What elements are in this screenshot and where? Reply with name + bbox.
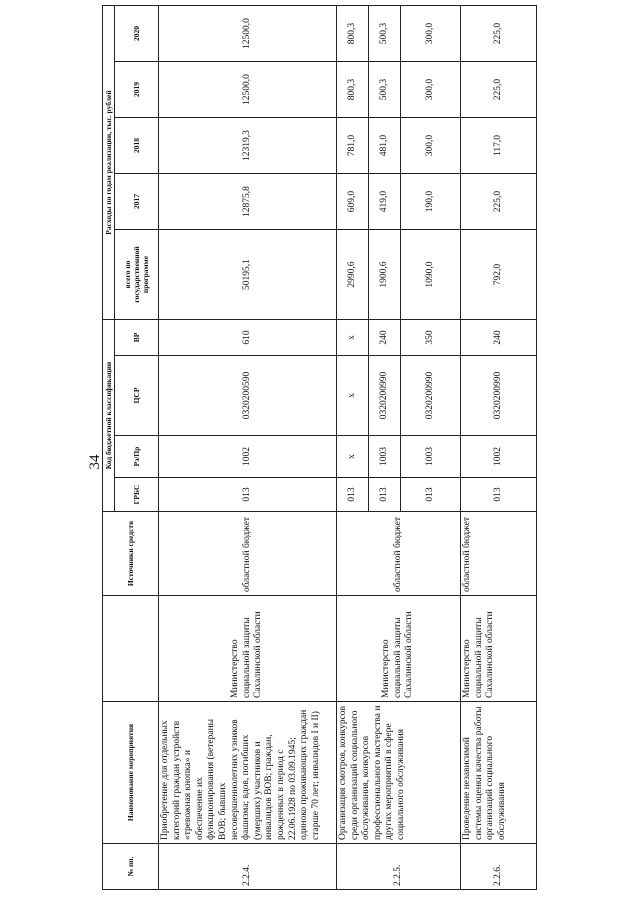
row-2018: 481,0 [369, 118, 401, 174]
row-2017: 419,0 [369, 174, 401, 230]
row-grbs: 013 [461, 478, 537, 512]
row-2017: 609,0 [337, 174, 369, 230]
row-source: областной бюджет [159, 512, 337, 596]
header-2018: 2018 [115, 118, 159, 174]
row-executor: Министерство социальной защиты Сахалинской области [159, 596, 337, 702]
row-2019: 225,0 [461, 62, 537, 118]
row-2019: 800,3 [337, 62, 369, 118]
header-expenses: Расходы по годам реализации, тыс. рублей [103, 6, 115, 320]
row-grbs: 013 [369, 478, 401, 512]
row-csr: x [337, 356, 369, 436]
row-total: 1900,6 [369, 230, 401, 320]
row-2020: 12500,0 [159, 6, 337, 62]
row-source: областной бюджет [337, 512, 461, 596]
header-2020: 2020 [115, 6, 159, 62]
budget-table [102, 5, 537, 890]
row-total: 792,0 [461, 230, 537, 320]
row-2019: 12500,0 [159, 62, 337, 118]
row-number: 2.2.4. [159, 844, 337, 890]
row-2020: 225,0 [461, 6, 537, 62]
header-grbs: ГРБС [115, 478, 159, 512]
table-row-2-2-5 [337, 6, 369, 890]
row-2018: 117,0 [461, 118, 537, 174]
row-grbs: 013 [337, 478, 369, 512]
header-num: № пп. [103, 844, 159, 890]
row-2017: 225,0 [461, 174, 537, 230]
row-2020: 800,3 [337, 6, 369, 62]
header-total: всего по государственной программе [115, 230, 159, 320]
row-2018: 300,0 [401, 118, 461, 174]
row-2017: 12875,8 [159, 174, 337, 230]
header-executor [103, 596, 159, 702]
row-rzpr: 1003 [401, 436, 461, 478]
header-2019: 2019 [115, 62, 159, 118]
row-number: 2.2.6. [461, 844, 537, 890]
row-2018: 12319,3 [159, 118, 337, 174]
header-csr: ЦСР [115, 356, 159, 436]
table-row-2-2-4 [159, 6, 337, 890]
row-vr: x [337, 320, 369, 356]
row-vr: 240 [461, 320, 537, 356]
row-csr: 0320200990 [461, 356, 537, 436]
row-rzpr: 1002 [461, 436, 537, 478]
row-total: 2990,6 [337, 230, 369, 320]
row-rzpr: x [337, 436, 369, 478]
row-executor: Министерство социальной защиты Сахалинской области [461, 596, 537, 702]
header-budget-code: Код бюджетной классификации [103, 320, 115, 512]
row-rzpr: 1002 [159, 436, 337, 478]
row-2017: 190,0 [401, 174, 461, 230]
row-2020: 300,0 [401, 6, 461, 62]
row-total: 50195,1 [159, 230, 337, 320]
row-vr: 610 [159, 320, 337, 356]
row-csr: 0320200990 [401, 356, 461, 436]
row-2020: 500,3 [369, 6, 401, 62]
header-name: Наименование мероприятия [103, 702, 159, 844]
row-grbs: 013 [401, 478, 461, 512]
header-rzpr: Рз/Пр [115, 436, 159, 478]
row-vr: 240 [369, 320, 401, 356]
row-2019: 500,3 [369, 62, 401, 118]
row-vr: 350 [401, 320, 461, 356]
row-number: 2.2.5. [337, 844, 461, 890]
header-vr: ВР [115, 320, 159, 356]
table-row-2-2-6 [461, 6, 537, 890]
row-csr: 0320200590 [159, 356, 337, 436]
row-name: Приобретение для отдельных категорий граждан устройств «тревожная кнопка» и обеспечение их функционирования (ветераны ВОВ; бывших несовершеннолетних узников фашизма; вдов, погибших (умерших) участников и инвалидов ВОВ; граждан, рожденных в период с 22.06.1928 по 03.09.1945; одиноко проживающих граждан старше 70 лет; инвалидов I и II) [159, 702, 337, 844]
row-csr: 0320200990 [369, 356, 401, 436]
row-rzpr: 1003 [369, 436, 401, 478]
header-row-1 [103, 6, 115, 890]
row-2019: 300,0 [401, 62, 461, 118]
header-source: Источники средств [103, 512, 159, 596]
row-2018: 781,0 [337, 118, 369, 174]
budget-table-sheet [102, 18, 539, 890]
row-name: Проведение независимой системы оценки качества работы организаций социального обслуживания [461, 702, 537, 844]
row-name: Организация смотров, конкурсов среди организаций социального обслуживания, конкурсов профессионального мастерства и других мероприятий в сфере социального обслуживания [337, 702, 461, 844]
row-total: 1090,0 [401, 230, 461, 320]
row-source: областной бюджет [461, 512, 537, 596]
header-2017: 2017 [115, 174, 159, 230]
row-executor: Министерство социальной защиты Сахалинской области [337, 596, 461, 702]
row-grbs: 013 [159, 478, 337, 512]
page-number: 34 [86, 454, 103, 470]
